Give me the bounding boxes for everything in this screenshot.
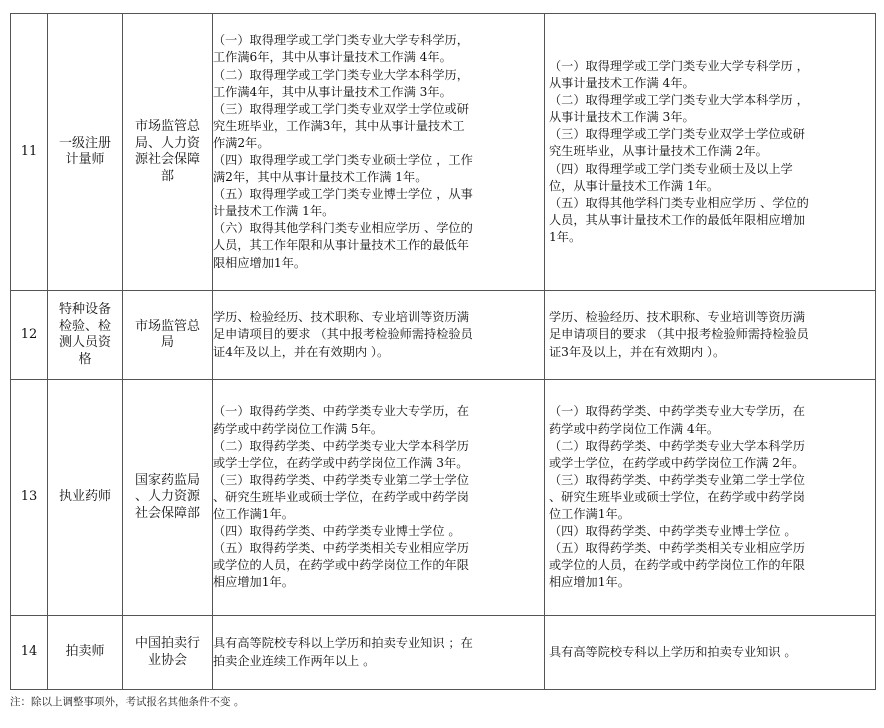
footnote: 注：除以上调整事项外，考试报名其他条件不变 。 bbox=[10, 696, 245, 708]
row-number-text: 12 bbox=[20, 326, 38, 342]
requirement-before-text: （一）取得理学或工学门类专业大学专科学历， 工作满6年，其中从事计量技术工作满 4年。 （二）取得理学或工学门类专业大学本科学历， 工作满4年，其中从事计量技术工作满 3年。 （三）取得理学或工学门类专业双学士学位或研 究生班毕业，工作满3年，其中从事计量技术工 作满2年。 （四）取得理学或工学门类专业硕士学位 ，工作 满2年，其中从事计量技术工作满 1年。 （五）取得理学或工学门类专业博士学位 ，从事 计量技术工作满 1年。 （六）取得其他学科门类专业相应学历 、学位的 人员，其工作年限和从事计量技术工作的最低年 限相应增加1年。 bbox=[213, 33, 473, 270]
exam-name bbox=[48, 14, 123, 291]
requirement-before-text: （一）取得药学类、中药学类专业大专学历，在 药学或中药学岗位工作满 5年。 （二）取得药学类、中药学类专业大学本科学历 或学士学位，在药学或中药学岗位工作满 3年。 （三）取得药学类、中药学类专业第二学士学位 、研究生班毕业或硕士学位，在药学或中药学岗 位工作满1年。 （四）取得药学类、中药学类专业博士学位 。 （五）取得药学类、中药学类相关专业相应学历 或学位的人员，在药学或中药学岗位工作的年限 相应增加1年。 bbox=[213, 404, 469, 590]
exam-name-text: 特种设备 检验、检 测人员资 格 bbox=[58, 302, 111, 367]
requirement-after-text: （一）取得药学类、中药学类专业大专学历，在 药学或中药学岗位工作满 4年。 （二）取得药学类、中药学类专业大学本科学历 或学士学位，在药学或中药学岗位工作满 2年。 （三）取得药学类、中药学类专业第二学士学位 、研究生班毕业或硕士学位，在药学或中药学岗 位工作满1年。 （四）取得药学类、中药学类专业博士学位 。 （五）取得药学类、中药学类相关专业相应学历 或学位的人员，在药学或中药学岗位工作的年限 相应增加1年。 bbox=[549, 404, 805, 590]
requirements-table bbox=[10, 13, 876, 690]
department-text: 市场监管总 局、人力资 源社会保障 部 bbox=[134, 119, 200, 184]
requirement-before bbox=[213, 616, 545, 690]
department bbox=[123, 380, 213, 616]
department bbox=[123, 14, 213, 291]
requirement-before-text: 学历、检验经历、技术职称、专业培训等资历满 足申请项目的要求 （其中报考检验师需持检验员 证4年及以上，并在有效期内 ）。 bbox=[213, 310, 473, 359]
requirement-after-text: （一）取得理学或工学门类专业大学专科学历 ， 从事计量技术工作满 4年。 （二）取得理学或工学门类专业大学本科学历 ， 从事计量技术工作满 3年。 （三）取得理学或工学门类专业双学士学位或研 究生班毕业，从事计量技术工作满 2年。 （四）取得理学或工学门类专业硕士及以上学 位，从事计量技术工作满 1年。 （五）取得其他学科门类专业相应学历 、学位的 人员，其从事计量技术工作的最低年限相应增加 1年。 bbox=[549, 58, 809, 244]
requirement-before bbox=[213, 380, 545, 616]
row-number-text: 14 bbox=[20, 644, 38, 660]
table-row bbox=[11, 380, 876, 616]
exam-name bbox=[48, 380, 123, 616]
department-text: 国家药监局 、人力资源 社会保障部 bbox=[134, 472, 200, 521]
requirement-after bbox=[545, 616, 876, 690]
requirement-after-text: 学历、检验经历、技术职称、专业培训等资历满 足申请项目的要求 （其中报考检验师需持检验员 证3年及以上，并在有效期内 ）。 bbox=[549, 310, 809, 359]
department-text: 市场监管总 局 bbox=[134, 318, 200, 350]
exam-name bbox=[48, 616, 123, 690]
requirement-after-text: 具有高等院校专科以上学历和拍卖专业知识 。 bbox=[549, 644, 797, 659]
table-row bbox=[11, 291, 876, 380]
row-number bbox=[11, 616, 48, 690]
department bbox=[123, 616, 213, 690]
row-number bbox=[11, 14, 48, 291]
exam-name-text: 拍卖师 bbox=[65, 644, 105, 660]
requirement-after bbox=[545, 380, 876, 616]
requirement-after bbox=[545, 291, 876, 380]
row-number bbox=[11, 291, 48, 380]
department bbox=[123, 291, 213, 380]
row-number-text: 13 bbox=[20, 489, 38, 505]
requirement-before bbox=[213, 291, 545, 380]
table-row bbox=[11, 616, 876, 690]
requirement-before-text: 具有高等院校专科以上学历和拍卖专业知识 ；在 拍卖企业连续工作两年以上 。 bbox=[213, 636, 473, 668]
exam-name-text: 执业药师 bbox=[58, 489, 111, 505]
table-row bbox=[11, 14, 876, 291]
exam-name bbox=[48, 291, 123, 380]
department-text: 中国拍卖行 业协会 bbox=[134, 636, 200, 668]
row-number bbox=[11, 380, 48, 616]
exam-name-text: 一级注册 计量师 bbox=[58, 135, 111, 167]
row-number-text: 11 bbox=[20, 143, 38, 159]
requirement-after bbox=[545, 14, 876, 291]
requirement-before bbox=[213, 14, 545, 291]
